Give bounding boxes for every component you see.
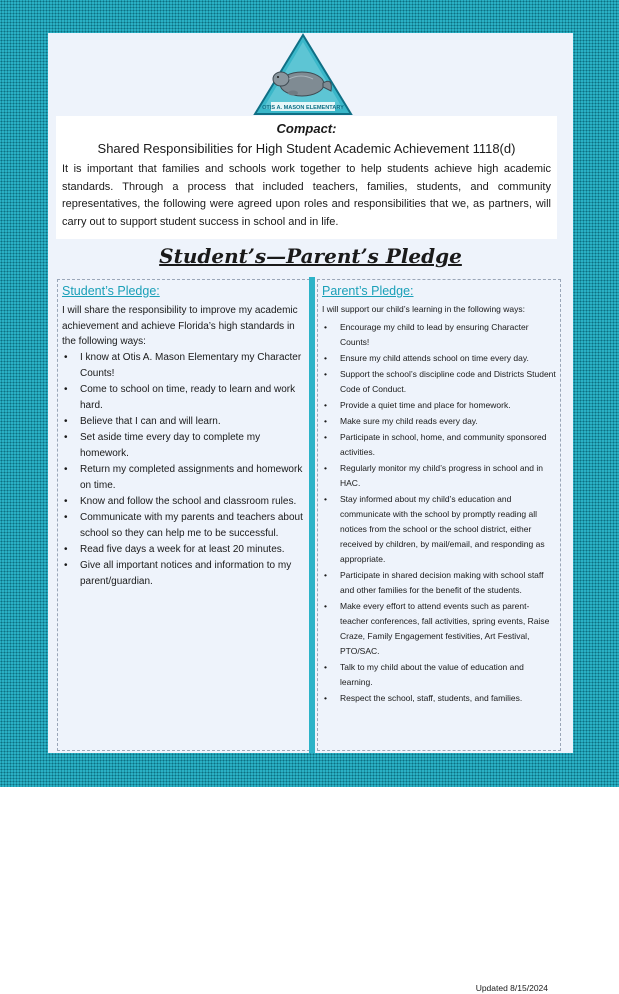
list-item: • Give all important notices and information to my parent/guardian. (64, 559, 292, 587)
bullet-icon: • (64, 495, 68, 507)
list-item: • Regularly monitor my child’s progress in school and in HAC. (324, 463, 543, 488)
updated-date: Updated 8/15/2024 (475, 983, 548, 993)
list-item: • Participate in shared decision making with school staff and other families for the benefit of the students. (324, 570, 544, 595)
logo-text: OTIS A. MASON ELEMENTARY (262, 105, 344, 111)
bullet-icon: • (64, 415, 68, 427)
bullet-icon: • (324, 322, 327, 332)
compact-title: Compact: (276, 121, 337, 136)
student-pledge-intro: I will share the responsibility to improve my academic achievement and achieve Florida’s high standards in the following ways: (62, 305, 298, 347)
bullet-icon: • (324, 463, 327, 473)
parent-pledge-heading: Parent’s Pledge: (322, 284, 414, 298)
list-item: • Return my completed assignments and homework on time. (64, 463, 303, 491)
list-item: • Make sure my child reads every day. (322, 414, 556, 429)
bullet-icon: • (64, 351, 68, 363)
list-item: • Set aside time every day to complete my homework. (64, 431, 261, 459)
list-item: • I know at Otis A. Mason Elementary my Character Counts! (64, 351, 302, 379)
bullet-icon: • (64, 463, 68, 475)
compact-paragraph: It is important that families and schools work together to help students achieve high academic standards. Through a process that included teachers, families, students, and community representatives, the following were agreed upon roles and responsibilities that we, as partners, will carry out to support student success in school and in life. (62, 163, 551, 228)
bullet-icon: • (324, 353, 327, 363)
bullet-icon: • (64, 383, 68, 395)
list-item: • Stay informed about my child’s education and communicate with the school by promptly reading all notices from the school or the school district, either received by children, by mail/email, and responding as appropriate. (324, 494, 545, 564)
bullet-icon: • (64, 431, 68, 443)
school-logo (253, 33, 353, 116)
bullet-icon: • (324, 369, 327, 379)
list-item: • Ensure my child attends school on time every day. (322, 351, 556, 366)
list-item: • Respect the school, staff, students, and families. (322, 691, 556, 706)
compact-box (56, 116, 557, 239)
student-pledge-column (57, 279, 310, 751)
bullet-icon: • (64, 559, 68, 571)
column-divider (309, 277, 315, 753)
list-item: • Communicate with my parents and teachers about school so they can help me to be successful. (64, 511, 303, 539)
list-item: • Make every effort to attend events such as parent-teacher conferences, fall activities, spring events, Raise Craze, Family Engagement festivities, Art Festival, PTO/SAC. (324, 601, 550, 656)
bullet-icon: • (64, 543, 68, 555)
bullet-icon: • (324, 494, 327, 504)
bullet-icon: • (324, 601, 327, 611)
compact-sheet (48, 33, 573, 993)
list-item: • Come to school on time, ready to learn and work hard. (64, 383, 296, 411)
bullet-icon: • (64, 511, 68, 523)
list-item: • Believe that I can and will learn. (62, 414, 305, 430)
parent-pledge-column (317, 279, 561, 993)
bullet-icon: • (324, 570, 327, 580)
list-item: • Participate in school, home, and community sponsored activities. (324, 432, 547, 457)
list-item: • Encourage my child to lead by ensuring Character Counts! (324, 322, 529, 347)
bullet-icon: • (324, 432, 327, 442)
list-item: • Provide a quiet time and place for homework. (322, 398, 556, 413)
list-item: • Read five days a week for at least 20 minutes. (62, 542, 305, 558)
bullet-icon: • (324, 400, 327, 410)
compact-subtitle: Shared Responsibilities for High Student Academic Achievement 1118(d) (97, 141, 516, 156)
student-pledge-heading: Student’s Pledge: (62, 284, 160, 298)
pledge-title: Student’s—Parent’s Pledge (159, 244, 462, 268)
list-item: • Know and follow the school and classroom rules. (62, 494, 305, 510)
bullet-icon: • (324, 416, 327, 426)
bullet-icon: • (324, 693, 327, 703)
parent-pledge-intro: I will support our child’s learning in the following ways: (322, 304, 525, 314)
list-item: • Support the school’s discipline code and Districts Student Code of Conduct. (324, 369, 556, 394)
list-item: • Talk to my child about the value of education and learning. (324, 662, 524, 687)
student-pledge-list (58, 350, 309, 590)
bullet-icon: • (324, 662, 327, 672)
parent-pledge-list (318, 315, 560, 706)
